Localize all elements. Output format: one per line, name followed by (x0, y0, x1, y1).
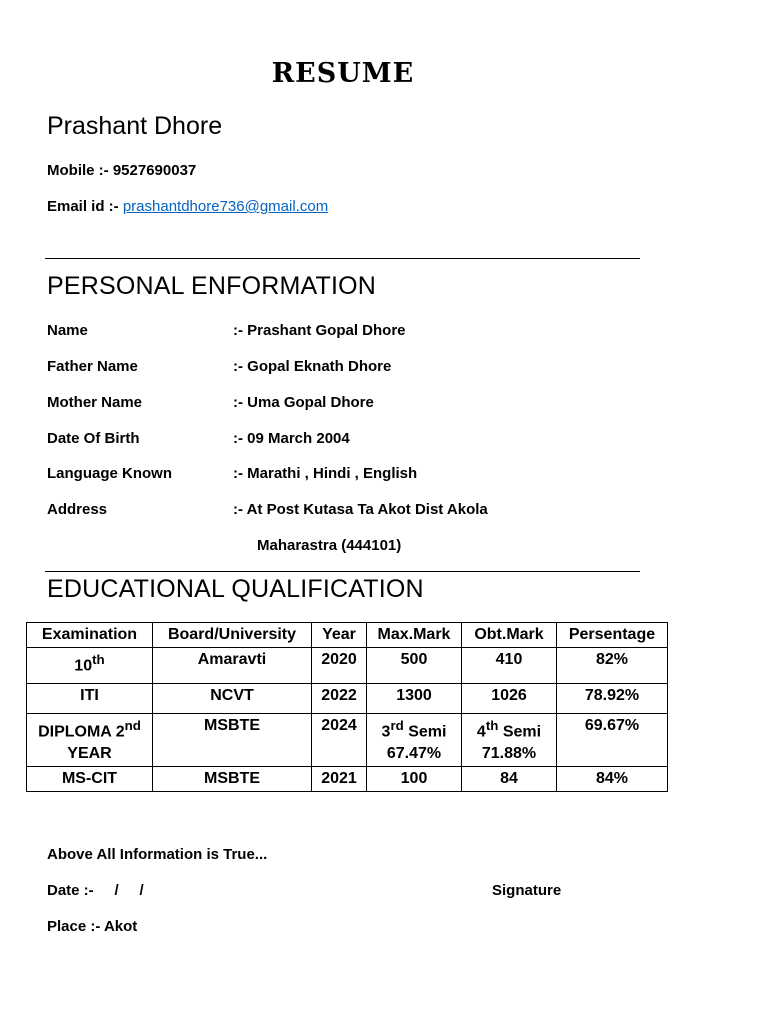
column-header: Board/University (153, 623, 312, 648)
info-value: :- Gopal Eknath Dhore (233, 358, 392, 375)
table-row (27, 684, 668, 714)
max-mark-cell: 1300 (367, 684, 462, 714)
semester-number: 4 (476, 723, 486, 741)
info-value: :- 09 March 2004 (233, 430, 350, 447)
max-mark-cell: 100 (367, 767, 462, 792)
table-header-row (27, 623, 668, 648)
semester-percentage: 71.88% (481, 745, 537, 763)
education-heading: EDUCATIONAL QUALIFICATION (47, 575, 424, 603)
info-row-name (47, 322, 406, 339)
exam-cell (27, 714, 153, 767)
max-mark-cell (367, 714, 462, 767)
info-label: Mother Name (47, 394, 143, 411)
education-table (26, 622, 668, 792)
info-label: Date Of Birth (47, 430, 140, 447)
info-value: :- At Post Kutasa Ta Akot Dist Akola (233, 501, 488, 518)
info-label: Father Name (47, 358, 138, 375)
column-header: Examination (27, 623, 153, 648)
info-row-language-known (47, 465, 417, 482)
table-row (27, 767, 668, 792)
semester-number: 3 (381, 723, 391, 741)
percentage-cell: 78.92% (557, 684, 668, 714)
personal-info-heading: PERSONAL ENFORMATION (47, 272, 377, 300)
table-row (27, 714, 668, 767)
percentage-cell: 82% (557, 648, 668, 684)
info-label: Language Known (47, 465, 172, 482)
divider-bottom (45, 571, 640, 572)
exam-name: 10 (74, 657, 93, 675)
year-cell: 2022 (312, 684, 367, 714)
exam-suffix: th (92, 652, 105, 667)
signature-label: Signature (492, 882, 562, 899)
mobile-label: Mobile :- (47, 162, 113, 179)
exam-cell: ITI (27, 684, 153, 714)
resume-title: RESUME (271, 58, 415, 89)
candidate-name: Prashant Dhore (47, 112, 223, 140)
column-header: Obt.Mark (462, 623, 557, 648)
column-header: Max.Mark (367, 623, 462, 648)
place-line: Place :- Akot (47, 918, 138, 935)
year-cell: 2020 (312, 648, 367, 684)
info-label: Address (47, 501, 108, 518)
semester-label: Semi (498, 723, 542, 741)
info-row-address (47, 501, 488, 518)
info-row-mother-name (47, 394, 374, 411)
info-row-father-name (47, 358, 391, 375)
column-header: Year (312, 623, 367, 648)
obt-mark-cell: 1026 (462, 684, 557, 714)
obt-mark-cell: 84 (462, 767, 557, 792)
semester-label: Semi (403, 723, 447, 741)
year-cell: 2021 (312, 767, 367, 792)
obt-mark-cell: 410 (462, 648, 557, 684)
percentage-cell: 84% (557, 767, 668, 792)
column-header: Persentage (557, 623, 668, 648)
board-cell: NCVT (153, 684, 312, 714)
board-cell: MSBTE (153, 767, 312, 792)
info-row-date-of-birth (47, 430, 350, 447)
info-label: Name (47, 322, 88, 339)
year-cell: 2024 (312, 714, 367, 767)
obt-mark-cell (462, 714, 557, 767)
exam-cell (27, 648, 153, 684)
semester-percentage: 67.47% (386, 745, 442, 763)
percentage-cell: 69.67% (557, 714, 668, 767)
exam-name-line2: YEAR (67, 745, 112, 763)
divider-top (45, 258, 640, 259)
date-line: Date :- / / (47, 882, 144, 899)
email-line (47, 198, 328, 215)
exam-cell: MS-CIT (27, 767, 153, 792)
max-mark-cell: 500 (367, 648, 462, 684)
mobile-line (47, 162, 196, 179)
email-link[interactable]: prashantdhore736@gmail.com (122, 198, 329, 215)
info-value: :- Uma Gopal Dhore (233, 394, 374, 411)
table-row (27, 648, 668, 684)
address-line-2: Maharastra (444101) (257, 537, 402, 554)
board-cell: MSBTE (153, 714, 312, 767)
semester-suffix: rd (390, 718, 404, 733)
mobile-number: 9527690037 (112, 162, 197, 179)
exam-name: DIPLOMA 2 (38, 723, 125, 741)
exam-suffix: nd (124, 718, 141, 733)
info-value: :- Marathi , Hindi , English (233, 465, 418, 482)
declaration-text: Above All Information is True... (47, 846, 268, 863)
board-cell: Amaravti (153, 648, 312, 684)
email-label: Email id :- (47, 198, 123, 215)
info-value: :- Prashant Gopal Dhore (233, 322, 406, 339)
semester-suffix: th (485, 718, 499, 733)
